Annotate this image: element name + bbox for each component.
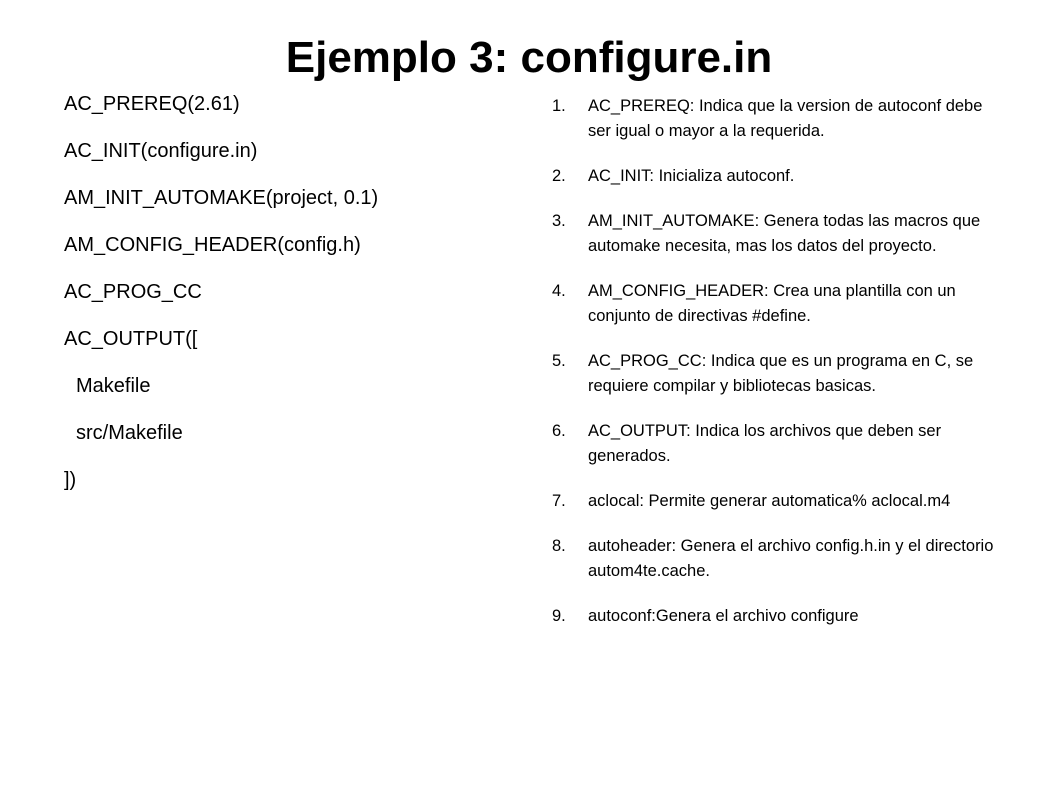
list-item [552, 279, 1002, 329]
code-line: src/Makefile [76, 422, 183, 444]
list-item [552, 419, 1002, 469]
code-line: AC_OUTPUT([ [64, 328, 198, 350]
code-listing [64, 92, 504, 515]
list-text: AC_INIT: Inicializa autoconf. [588, 167, 795, 185]
code-line: AM_CONFIG_HEADER(config.h) [64, 234, 361, 256]
list-text: AM_INIT_AUTOMAKE: Genera todas las macros que automake necesita, mas los datos del proyecto. [588, 212, 981, 255]
list-item [552, 349, 1002, 399]
list-text: autoheader: Genera el archivo config.h.in y el directorio autom4te.cache. [588, 537, 994, 580]
explanation-list [552, 94, 1002, 649]
list-number: 8. [552, 537, 566, 555]
list-number: 4. [552, 282, 566, 300]
code-line: AC_INIT(configure.in) [64, 140, 258, 162]
code-line: AC_PROG_CC [64, 281, 202, 303]
list-item [552, 534, 1002, 584]
code-line: AC_PREREQ(2.61) [64, 93, 240, 115]
list-number: 7. [552, 492, 566, 510]
list-number: 1. [552, 97, 566, 115]
list-item [552, 209, 1002, 259]
list-number: 2. [552, 167, 566, 185]
list-text: AC_PROG_CC: Indica que es un programa en C, se requiere compilar y bibliotecas basicas. [588, 352, 974, 395]
list-text: AM_CONFIG_HEADER: Crea una plantilla con un conjunto de directivas #define. [588, 282, 956, 325]
list-item [552, 604, 1002, 629]
list-text: AC_PREREQ: Indica que la version de autoconf debe ser igual o mayor a la requerida. [588, 97, 983, 140]
list-number: 3. [552, 212, 566, 230]
list-number: 9. [552, 607, 566, 625]
code-line: AM_INIT_AUTOMAKE(project, 0.1) [64, 187, 379, 209]
list-number: 6. [552, 422, 566, 440]
list-text: AC_OUTPUT: Indica los archivos que deben ser generados. [588, 422, 942, 465]
list-text: aclocal: Permite generar automatica% aclocal.m4 [588, 492, 951, 510]
list-number: 5. [552, 352, 566, 370]
code-line: Makefile [76, 375, 151, 397]
slide-title: Ejemplo 3: configure.in [285, 33, 773, 82]
list-item [552, 94, 1002, 144]
list-text: autoconf:Genera el archivo configure [588, 607, 859, 625]
list-item [552, 489, 1002, 514]
list-item [552, 164, 1002, 189]
code-line: ]) [64, 469, 77, 491]
